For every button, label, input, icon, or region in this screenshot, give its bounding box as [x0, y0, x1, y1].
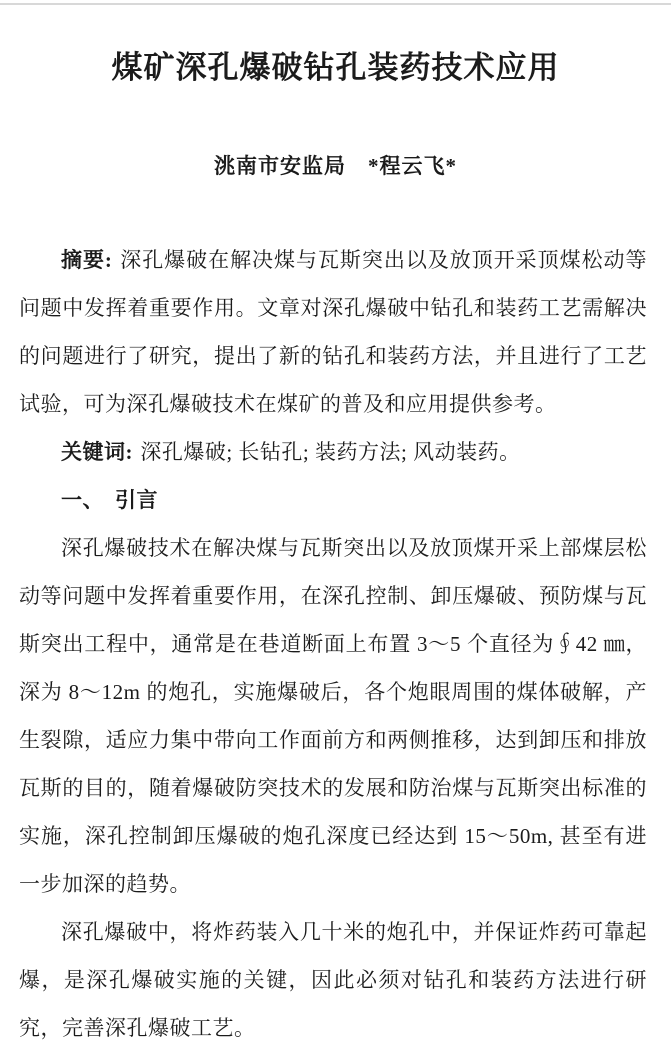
keywords-text: 深孔爆破; 长钻孔; 装药方法; 风动装药。: [140, 440, 521, 464]
document-title: 煤矿深孔爆破钻孔装药技术应用: [111, 50, 560, 85]
page-top-divider: [0, 3, 671, 5]
keywords-paragraph: [19, 428, 647, 476]
keywords-label: 关键词:: [61, 440, 133, 464]
abstract-label: 摘要:: [61, 248, 113, 272]
author-byline: 洮南市安监局 *程云飞*: [214, 154, 457, 178]
introduction-paragraph-1: 深孔爆破技术在解决煤与瓦斯突出以及放顶煤开采上部煤层松动等问题中发挥着重要作用，在深孔控制、卸压爆破、预防煤与瓦斯突出工程中，通常是在巷道断面上布置 3～5 个直径为∮42 ㎜，深为 8～12m 的炮孔，实施爆破后，各个炮眼周围的煤体破解，产生裂隙，适应力集中带向工作面前方和两侧推移，达到卸压和排放瓦斯的目的，随着爆破防突技术的发展和防治煤与瓦斯突出标准的实施，深孔控制卸压爆破的炮孔深度已经达到 15～50m, 甚至有进一步加深的趋势。: [19, 536, 647, 896]
abstract-text: 深孔爆破在解决煤与瓦斯突出以及放顶开采顶煤松动等问题中发挥着重要作用。文章对深孔爆破中钻孔和装药工艺需解决的问题进行了研究，提出了新的钻孔和装药方法，并且进行了工艺试验，可为深孔爆破技术在煤矿的普及和应用提供参考。: [19, 248, 648, 416]
abstract-paragraph: [19, 236, 647, 428]
section-heading-introduction: 一、 引言: [61, 488, 158, 512]
document-body: [19, 236, 647, 1052]
introduction-paragraph-2: 深孔爆破中，将炸药装入几十米的炮孔中，并保证炸药可靠起爆，是深孔爆破实施的关键，因此必须对钻孔和装药方法进行研究，完善深孔爆破工艺。: [19, 920, 647, 1040]
